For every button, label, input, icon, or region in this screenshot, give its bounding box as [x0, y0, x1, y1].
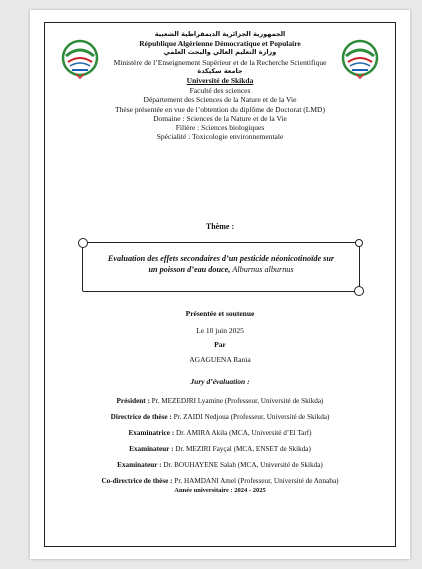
thesis-title-prefix: un poisson d’eau douce,: [148, 265, 233, 274]
jury-title: Jury d’évaluation :: [190, 377, 250, 386]
thesis-title-species: Alburnus alburnus: [232, 265, 294, 274]
theme-scroll-box: [82, 242, 360, 292]
jury-member: Examinateur : Dr. MEZIRI Fayçal (MCA, ENSET de Skikda): [129, 445, 311, 453]
arabic-republic: الجمهورية الجزائرية الديمقراطية الشعبية: [154, 30, 286, 38]
scroll-curl-icon: [78, 238, 88, 248]
academic-year: Année universitaire : 2024 - 2025: [174, 487, 266, 494]
university-name: Université de Skikda: [186, 76, 254, 86]
filiere-line: Filière : Sciences biologiques: [175, 123, 265, 133]
presentation-block: [30, 308, 410, 365]
jury-member: Examinateur : Dr. BOUHAYENE Salah (MCA, Université de Skikda): [117, 461, 323, 469]
faculty-name: Faculté des sciences: [189, 86, 251, 96]
arabic-ministry: وزارة التعليم العالي والبحث العلمي: [163, 48, 277, 57]
thesis-statement: Thèse présentée en vue de l’obtention du diplôme de Doctorat (LMD): [115, 104, 325, 114]
jury-member: Examinatrice : Dr. AMIRA Akila (MCA, Université d’El Tarf): [128, 429, 312, 437]
presented-label: Présentée et soutenue: [185, 309, 255, 318]
jury-member: Directrice de thèse : Pr. ZAIDI Nedjoua (Professeur, Université de Skikda): [110, 413, 330, 421]
par-label: Par: [214, 340, 226, 349]
thesis-title: [93, 253, 349, 275]
defense-date: Le 10 juin 2025: [196, 326, 244, 335]
institution-header: [100, 30, 340, 141]
specialite-line: Spécialité : Toxicologie environnementale: [156, 132, 284, 142]
scroll-curl-icon: [355, 239, 363, 247]
university-logo-left: [58, 38, 102, 82]
arabic-university: جامعة سكيكدة: [197, 66, 243, 75]
jury-member: Président : Pr. MEZEDJRI Lyamine (Professeur, Université de Skikda): [116, 397, 324, 405]
document-page: [30, 10, 410, 559]
jury-member: Co-directrice de thèse : Pr. HAMDANI Amel (Professeur, Université de Annaba): [101, 477, 339, 485]
jury-list: [30, 393, 410, 489]
thesis-title-line2: [93, 264, 349, 275]
domain-line: Domaine : Sciences de la Nature et de la Vie: [153, 113, 287, 123]
republic-name: République Algérienne Démocratique et Populaire: [139, 39, 301, 49]
university-logo-right: [338, 38, 382, 82]
theme-label: Thème :: [205, 222, 235, 231]
scroll-curl-icon: [354, 286, 364, 296]
thesis-title-line1: Evaluation des effets secondaires d’un pesticide néonicotinoïde sur: [107, 254, 335, 263]
author-name: AGAGUENA Rania: [189, 355, 251, 364]
department-name: Département des Sciences de la Nature et de la Vie: [143, 95, 297, 105]
ministry-name: Ministère de l’Enseignement Supérieur et de la Recherche Scientifique: [113, 57, 327, 67]
